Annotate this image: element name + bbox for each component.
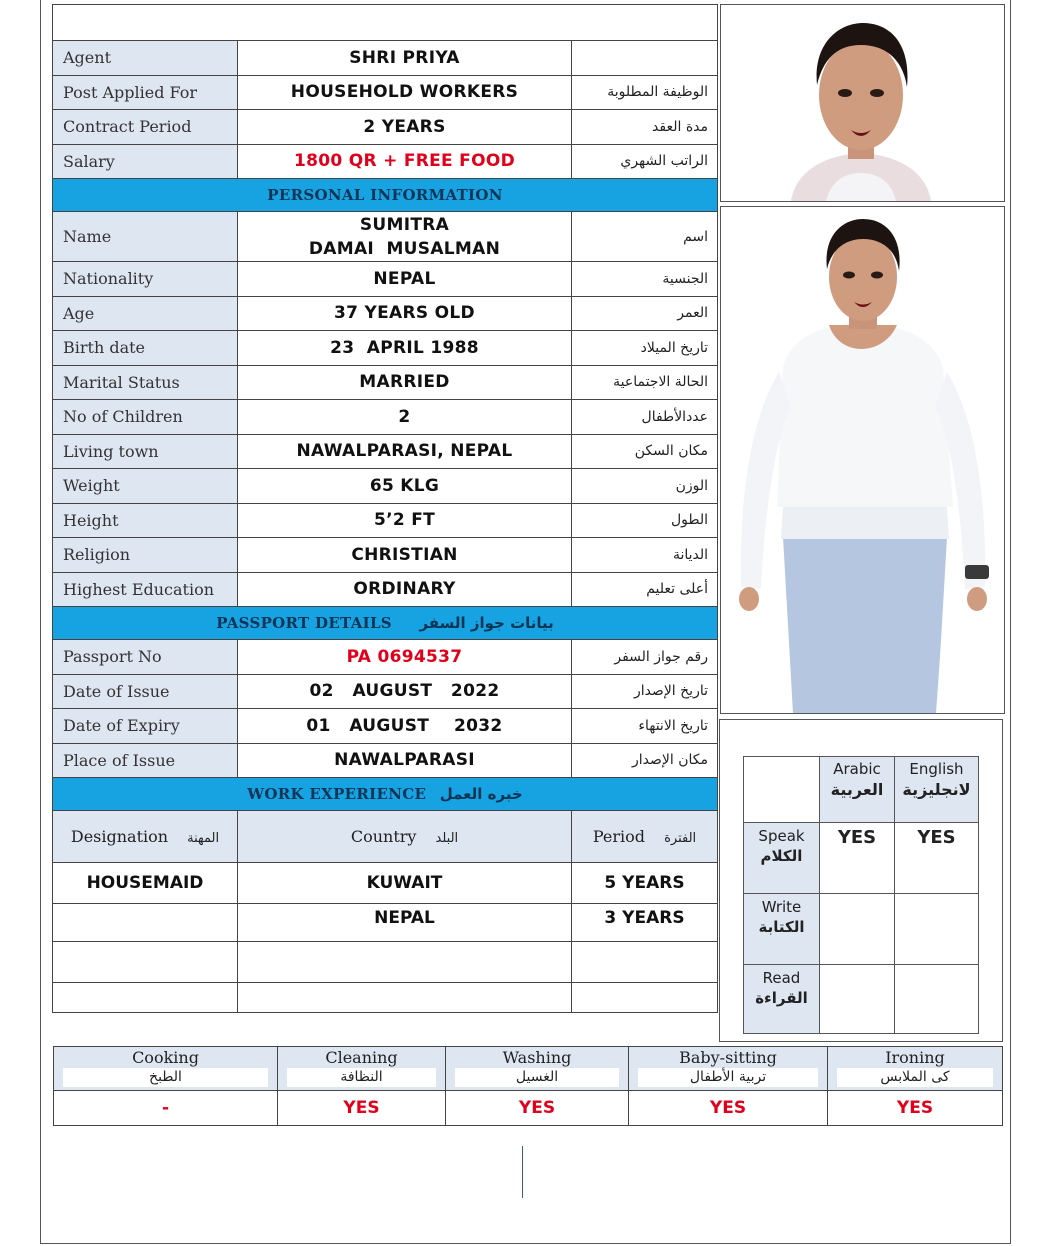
skill-baby-sitting: [629, 1047, 828, 1091]
arabic-name: اسم: [572, 212, 718, 262]
work-country: [238, 983, 572, 1013]
label-marital: Marital Status: [53, 365, 238, 400]
lang-row-read: [744, 965, 979, 1034]
arabic-agent: [572, 41, 718, 76]
label-contract: Contract Period: [53, 110, 238, 145]
skill-washing: [446, 1047, 629, 1091]
arabic-post: الوظيفة المطلوبة: [572, 75, 718, 110]
value-religion: CHRISTIAN: [238, 538, 572, 573]
skill-cooking: [54, 1047, 278, 1091]
lang-read-ar: القراءة: [755, 989, 808, 1007]
skill-cooking-value: -: [54, 1091, 278, 1126]
row-children: [53, 400, 718, 435]
label-age: Age: [53, 296, 238, 331]
work-period: 3 YEARS: [572, 904, 718, 942]
label-education: Highest Education: [53, 572, 238, 607]
skill-washing-value: YES: [446, 1091, 629, 1126]
arabic-place-issue: مكان الإصدار: [572, 743, 718, 778]
skill-cleaning: [278, 1047, 446, 1091]
label-height: Height: [53, 503, 238, 538]
work-header-designation-label: Designation: [70, 827, 169, 846]
lang-write-en: Write: [761, 898, 802, 916]
value-children: 2: [238, 400, 572, 435]
skill-ironing: [828, 1047, 1003, 1091]
work-country: [238, 942, 572, 983]
value-birthdate: 23 APRIL 1988: [238, 331, 572, 366]
label-weight: Weight: [53, 469, 238, 504]
work-header-country: [238, 811, 572, 863]
value-post: HOUSEHOLD WORKERS: [238, 75, 572, 110]
lang-row-read-label: [744, 965, 820, 1034]
work-header-period: [572, 811, 718, 863]
work-header-period-arabic: الفترة: [664, 831, 697, 846]
arabic-passport-no: رقم جواز السفر: [572, 640, 718, 675]
arabic-date-expiry: تاريخ الانتهاء: [572, 709, 718, 744]
row-nationality: [53, 262, 718, 297]
lang-row-write-label: [744, 894, 820, 965]
section-personal-title: PERSONAL INFORMATION: [53, 179, 718, 212]
value-height: 5’2 FT: [238, 503, 572, 538]
lang-speak-ar: الكلام: [760, 847, 803, 865]
value-education: ORDINARY: [238, 572, 572, 607]
lang-col-arabic: [820, 757, 895, 823]
top-blank-row: [53, 5, 718, 41]
skill-cleaning-ar: النظافة: [287, 1068, 436, 1087]
skills-table: [53, 1046, 1003, 1126]
skill-baby-sitting-value: YES: [629, 1091, 828, 1126]
arabic-living-town: مكان السكن: [572, 434, 718, 469]
lang-col-arabic-label: Arabic: [833, 760, 881, 778]
row-place-issue: [53, 743, 718, 778]
value-date-expiry: 01 AUGUST 2032: [238, 709, 572, 744]
label-agent: Agent: [53, 41, 238, 76]
value-name-line2: DAMAI MUSALMAN: [308, 238, 501, 259]
row-birthdate: [53, 331, 718, 366]
work-header-country-label: Country: [350, 827, 417, 846]
label-children: No of Children: [53, 400, 238, 435]
row-date-expiry: [53, 709, 718, 744]
value-marital: MARRIED: [238, 365, 572, 400]
arabic-nationality: الجنسية: [572, 262, 718, 297]
lang-write-english-value: [895, 894, 979, 965]
row-education: [53, 572, 718, 607]
label-date-issue: Date of Issue: [53, 674, 238, 709]
work-row: [53, 983, 718, 1013]
arabic-height: الطول: [572, 503, 718, 538]
value-weight: 65 KLG: [238, 469, 572, 504]
row-marital: [53, 365, 718, 400]
skill-cooking-label: Cooking: [132, 1048, 199, 1067]
lang-row-speak-label: [744, 823, 820, 894]
skill-baby-sitting-ar: تربية الأطفال: [638, 1068, 818, 1087]
arabic-weight: الوزن: [572, 469, 718, 504]
label-birthdate: Birth date: [53, 331, 238, 366]
skill-washing-ar: الغسيل: [455, 1068, 619, 1087]
skill-baby-sitting-label: Baby-sitting: [679, 1048, 777, 1067]
arabic-contract: مدة العقد: [572, 110, 718, 145]
arabic-marital: الحالة الاجتماعية: [572, 365, 718, 400]
work-row: [53, 863, 718, 904]
row-contract: [53, 110, 718, 145]
lang-speak-arabic-value: YES: [820, 823, 895, 894]
lang-col-arabic-ar: العربية: [830, 780, 884, 799]
row-passport-no: [53, 640, 718, 675]
work-period: [572, 942, 718, 983]
skill-ironing-value: YES: [828, 1091, 1003, 1126]
lang-speak-en: Speak: [758, 827, 805, 845]
cv-details-table: [52, 4, 718, 1013]
skill-ironing-ar: کی الملابس: [837, 1068, 993, 1087]
skill-washing-label: Washing: [502, 1048, 572, 1067]
work-row: [53, 904, 718, 942]
lang-read-en: Read: [762, 969, 801, 987]
work-designation: [53, 942, 238, 983]
row-post: [53, 75, 718, 110]
label-passport-no: Passport No: [53, 640, 238, 675]
languages-corner: [744, 757, 820, 823]
arabic-salary: الراتب الشهري: [572, 144, 718, 179]
value-age: 37 YEARS OLD: [238, 296, 572, 331]
value-name-line1: SUMITRA: [359, 214, 450, 235]
arabic-date-issue: تاريخ الإصدار: [572, 674, 718, 709]
work-country: KUWAIT: [238, 863, 572, 904]
full-body-photo-box: [720, 206, 1005, 714]
row-date-issue: [53, 674, 718, 709]
text-cursor-line: [522, 1146, 523, 1198]
label-place-issue: Place of Issue: [53, 743, 238, 778]
work-header-designation-arabic: المهنة: [187, 831, 220, 846]
label-date-expiry: Date of Expiry: [53, 709, 238, 744]
arabic-education: أعلى تعليم: [572, 572, 718, 607]
row-name: [53, 212, 718, 262]
lang-speak-english-value: YES: [895, 823, 979, 894]
lang-col-english: [895, 757, 979, 823]
languages-table: [743, 756, 979, 1034]
lang-read-arabic-value: [820, 965, 895, 1034]
row-salary: [53, 144, 718, 179]
lang-row-speak: [744, 823, 979, 894]
lang-row-write: [744, 894, 979, 965]
row-religion: [53, 538, 718, 573]
work-row: [53, 942, 718, 983]
section-passport-title: PASSPORT DETAILS: [216, 614, 392, 632]
full-body-photo: [721, 207, 1004, 713]
section-work: [53, 778, 718, 811]
skills-value-row: [54, 1091, 1003, 1126]
section-work-cell: [53, 778, 718, 811]
value-passport-no: PA 0694537: [238, 640, 572, 675]
lang-read-english-value: [895, 965, 979, 1034]
work-header-period-label: Period: [592, 827, 645, 846]
skill-ironing-label: Ironing: [885, 1048, 945, 1067]
section-work-title: WORK EXPERIENCE: [247, 785, 427, 803]
value-nationality: NEPAL: [238, 262, 572, 297]
row-age: [53, 296, 718, 331]
label-religion: Religion: [53, 538, 238, 573]
work-header-row: [53, 811, 718, 863]
section-work-arabic: خبره العمل: [439, 785, 523, 803]
arabic-birthdate: تاريخ الميلاد: [572, 331, 718, 366]
work-country: NEPAL: [238, 904, 572, 942]
value-place-issue: NAWALPARASI: [238, 743, 572, 778]
row-living-town: [53, 434, 718, 469]
label-living-town: Living town: [53, 434, 238, 469]
label-salary: Salary: [53, 144, 238, 179]
row-weight: [53, 469, 718, 504]
skill-cooking-ar: الطبخ: [63, 1068, 268, 1087]
skill-cleaning-label: Cleaning: [325, 1048, 398, 1067]
work-designation: HOUSEMAID: [53, 863, 238, 904]
headshot-photo: [721, 5, 1004, 201]
work-period: [572, 983, 718, 1013]
work-designation: [53, 904, 238, 942]
skills-header-row: [54, 1047, 1003, 1091]
value-salary: 1800 QR + FREE FOOD: [238, 144, 572, 179]
section-passport: [53, 607, 718, 640]
lang-col-english-ar: لانجليزية: [902, 780, 971, 799]
label-name: Name: [53, 212, 238, 262]
arabic-age: العمر: [572, 296, 718, 331]
label-nationality: Nationality: [53, 262, 238, 297]
value-date-issue: 02 AUGUST 2022: [238, 674, 572, 709]
section-passport-arabic: بيانات جواز السفر: [419, 614, 554, 632]
work-header-designation: [53, 811, 238, 863]
work-period: 5 YEARS: [572, 863, 718, 904]
arabic-religion: الديانة: [572, 538, 718, 573]
value-name: [238, 212, 572, 262]
section-passport-cell: [53, 607, 718, 640]
value-living-town: NAWALPARASI, NEPAL: [238, 434, 572, 469]
lang-write-ar: الكتابة: [758, 918, 805, 936]
skill-cleaning-value: YES: [278, 1091, 446, 1126]
headshot-photo-box: [720, 4, 1005, 202]
work-designation: [53, 983, 238, 1013]
lang-col-english-label: English: [909, 760, 964, 778]
value-contract: 2 YEARS: [238, 110, 572, 145]
value-agent: SHRI PRIYA: [238, 41, 572, 76]
row-agent: [53, 41, 718, 76]
row-height: [53, 503, 718, 538]
lang-write-arabic-value: [820, 894, 895, 965]
arabic-children: عددالأطفال: [572, 400, 718, 435]
work-header-country-arabic: البلد: [435, 831, 459, 846]
section-personal: [53, 179, 718, 212]
label-post: Post Applied For: [53, 75, 238, 110]
languages-header-row: [744, 757, 979, 823]
